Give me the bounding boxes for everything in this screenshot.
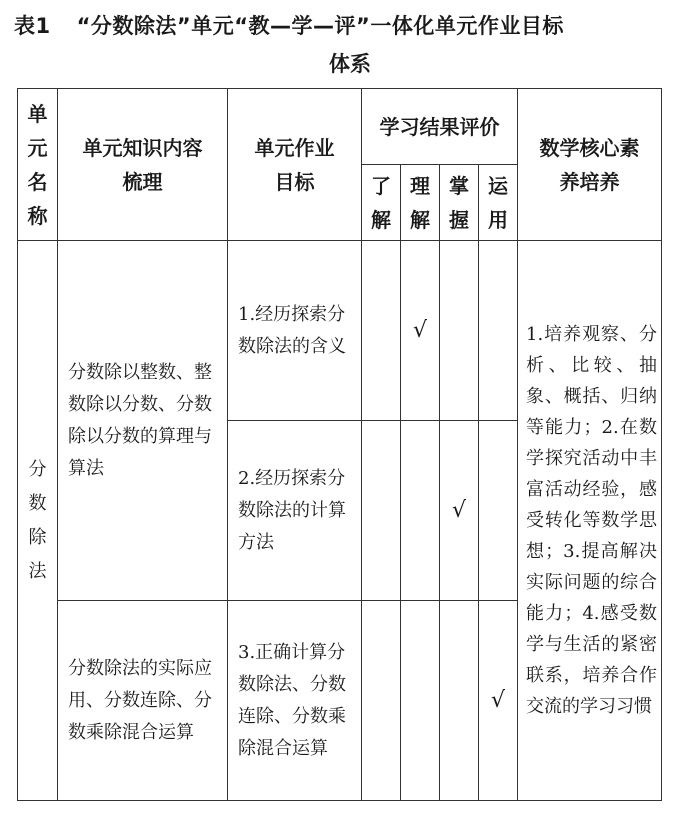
check-mark: √	[440, 421, 479, 601]
knowledge-cell-2: 分数除法的实际应用、分数连除、分数乘除混合运算	[58, 601, 228, 801]
header-level-comprehend: 理解	[401, 165, 440, 241]
goal-cell-1: 1.经历探索分数除法的含义	[228, 241, 362, 421]
level-cell	[479, 421, 518, 601]
level-cell	[479, 241, 518, 421]
header-level-understand-basic: 了解	[362, 165, 401, 241]
level-cell	[401, 601, 440, 801]
header-core: 数学核心素养培养	[518, 89, 662, 241]
level-cell	[440, 601, 479, 801]
level-cell	[362, 241, 401, 421]
header-unit-name: 单元名称	[18, 89, 58, 241]
table-title-continued: 体系	[329, 52, 371, 76]
level-cell	[362, 601, 401, 801]
header-level-master: 掌握	[440, 165, 479, 241]
caption-line-1	[14, 10, 700, 40]
header-knowledge: 单元知识内容梳理	[58, 89, 228, 241]
level-cell	[440, 241, 479, 421]
check-mark: √	[479, 601, 518, 801]
header-row-1	[18, 89, 662, 165]
table-number: 表1	[14, 14, 51, 38]
header-level-apply: 运用	[479, 165, 518, 241]
unit-name-cell: 分数除法	[18, 241, 58, 801]
goal-cell-3: 3.正确计算分数除法、分数连除、分数乘除混合运算	[228, 601, 362, 801]
check-mark: √	[401, 241, 440, 421]
level-cell	[401, 421, 440, 601]
table-row	[18, 241, 662, 421]
unit-homework-table	[17, 88, 662, 801]
header-evaluation: 学习结果评价	[362, 89, 518, 165]
table-title: “分数除法”单元“教—学—评”一体化单元作业目标	[76, 14, 564, 38]
knowledge-cell-1: 分数除以整数、整数除以分数、分数除以分数的算理与算法	[58, 241, 228, 601]
goal-cell-2: 2.经历探索分数除法的计算方法	[228, 421, 362, 601]
header-goals: 单元作业目标	[228, 89, 362, 241]
level-cell	[362, 421, 401, 601]
core-literacy-cell: 1.培养观察、分析、比较、抽象、概括、归纳等能力；2.在数学探究活动中丰富活动经验，感受转化等数学思想；3.提高解决实际问题的综合能力；4.感受数学与生活的紧密联系，培养合作交流的学习习惯	[518, 241, 662, 801]
